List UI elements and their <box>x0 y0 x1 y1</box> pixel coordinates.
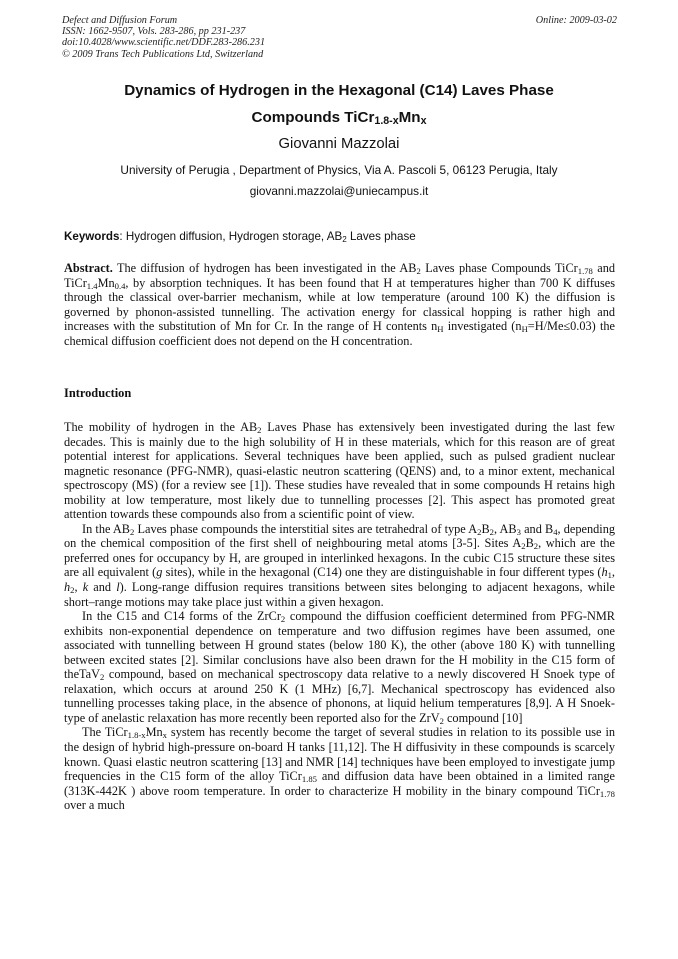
intro-paragraph-2: In the $AB_2$ Laves phase compounds the interstitial sites are tetrahedral of type $A_2B_2$, $AB_3$ and $B_4$, depending on the chemical composition of the first shell of neighbouring metal atoms [3-5]. Sites $A_2B_2$, which are the preferred ones for occupancy by H, are grouped in interlinked hexagons. In the cubic C15 structure these sites are all equivalent (g sites), while in the hexagonal (C14) one they are distinguishable in four different types ($h_1$, $h_2$, k and l). Long-range diffusion requires transitions between sites belonging to adjacent hexagons, while short–range motions may take place just within a given hexagon. <box>64 521 615 609</box>
abstract-label: Abstract. <box>64 261 113 275</box>
journal-doi: doi:10.4028/www.scientific.net/DDF.283-286.231 <box>62 37 266 49</box>
online-date: Online: 2009-03-02 <box>535 15 617 26</box>
author-name: Giovanni Mazzolai <box>278 136 400 152</box>
journal-copyright: © 2009 Trans Tech Publications Ltd, Switzerland <box>62 48 264 60</box>
paper-title-line2: Compounds $TiCr_{1.8-x}Mn_x$ <box>251 109 427 127</box>
paper-title-line1: Dynamics of Hydrogen in the Hexagonal (C14) Laves Phase <box>124 82 554 99</box>
section-heading-introduction: Introduction <box>64 386 132 400</box>
journal-issn: ISSN: 1662-9507, Vols. 283-286, pp 231-237 <box>62 26 246 38</box>
intro-paragraph-4: The $TiCr_{1.8-x}Mn_x$ system has recently become the target of several studies in relation to its possible use in the design of hybrid high-pressure on-board H tanks [11,12]. The H diffusivity in these compounds is scarcely known. Quasi elastic neutron scattering [13] and NMR [14] techniques have been employed to investigate jump frequencies in the C15 form of the alloy TiCr$_{1.85}$ and diffusion data have been obtained in a limited range (313K-442K ) above room temperature. In order to characterize H mobility in the binary compound TiCr$_{1.78}$ over a much <box>64 725 616 813</box>
author-affiliation: University of Perugia , Department of Physics, Via A. Pascoli 5, 06123 Perugia, Italy <box>120 163 558 177</box>
intro-paragraph-3: In the C15 and C14 forms of the ZrCr$_2$ compound the diffusion coefficient determined from PFG-NMR exhibits non-exponential dependence on temperature and two diffusion regimes have been assumed, one associated with tunnelling between H ground states (below 180 K), the other (above 180 K) with tunnelling between excited states [2]. Similar conclusions have also been drawn for the H mobility in the C15 form of theTaV$_2$ compound, based on mechanical spectroscopy data relative to a newly discovered H Snoek type of relaxation, which occurs at around 250 K (1 MHz) [6,7]. Mechanical spectroscopy has evidenced also tunnelling processes taking place, in the absence of phonons, at liquid helium temperatures [8,9]. A H Snoek-type of anelastic relaxation has more recently been reported also for the ZrV$_2$ compound [10] <box>64 609 615 726</box>
keywords: Keywords: Hydrogen diffusion, Hydrogen storage, $AB_2$ Laves phase <box>64 230 416 244</box>
journal-name: Defect and Diffusion Forum <box>62 15 178 26</box>
journal-header <box>62 15 617 60</box>
abstract: Abstract. The diffusion of hydrogen has been investigated in the $AB_2$ Laves phase Compounds TiCr$_{1.78}$ and $TiCr_{1.4}Mn_{0.4}$, by absorption techniques. It has been found that H at temperatures higher than 700 K diffuses through the classical over-barrier mechanism, while at low temperature (around 100 K) the diffusion is governed by phonon-assisted tunnelling. The activation energy for classical hopping is rather high and increases with the substitution of Mn for Cr. In the range of H contents $n_H$ investigated $(n_H=H/Me\le 0.03)$ the chemical diffusion coefficient does not depend on the H concentration. <box>64 261 615 348</box>
introduction-body <box>64 420 615 813</box>
keywords-label: Keywords <box>64 230 120 243</box>
author-email[interactable]: giovanni.mazzolai@uniecampus.it <box>249 184 429 198</box>
intro-paragraph-1: The mobility of hydrogen in the $AB_2$ Laves Phase has extensively been investigated during the last few decades. This is mainly due to the high solubility of H in these materials, which for this reason are of great potential interest for applications. Several techniques have been applied, such as pulsed gradient nuclear magnetic resonance (PFG-NMR), quasi-elastic neutron scattering (QENS) and, to a minor extent, mechanical spectroscopy (MS) (for a review see [1]). These studies have revealed that in some compounds H retains high mobility at low temperature, most likely due to tunnelling processes [2]. This aspect has promoted great attention towards these compounds also from a scientific point of view. <box>64 420 615 522</box>
